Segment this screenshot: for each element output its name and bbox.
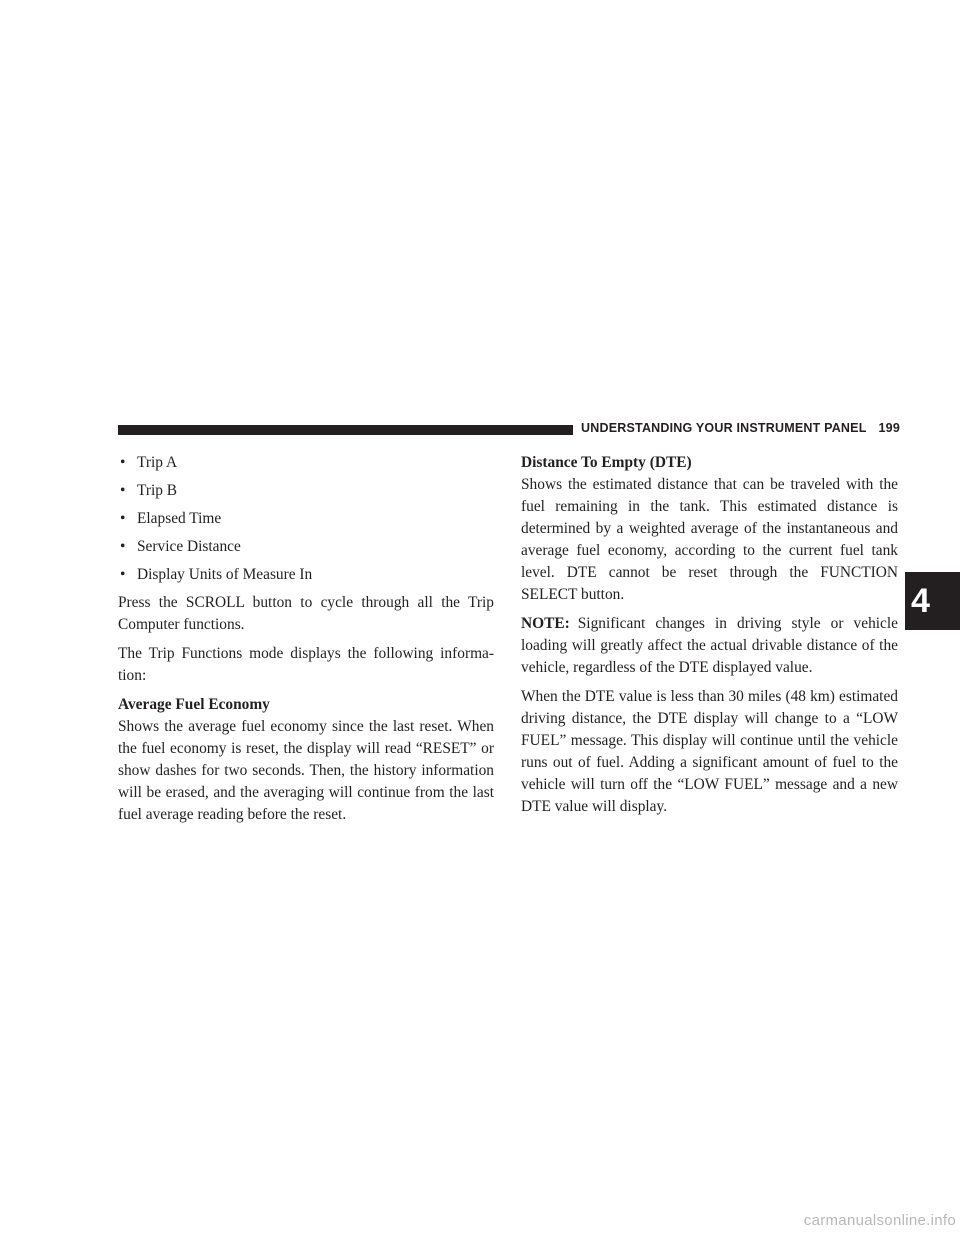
list-item-label: Trip B — [137, 482, 178, 499]
list-item-label: Service Distance — [137, 538, 241, 555]
right-column — [521, 452, 898, 825]
list-item — [118, 564, 494, 586]
note-label: NOTE: — [521, 615, 570, 632]
avg-fuel-paragraph: Shows the average fuel economy since the last reset. When the fuel economy is reset, the display will read “RESET” or show dashes for two seconds. Then, the history information will be erased, and the averaging will continue from the last fuel average reading before the reset. — [118, 718, 494, 823]
bullet-glyph: • — [120, 482, 126, 499]
bullet-glyph: • — [120, 454, 126, 471]
bullet-glyph: • — [120, 566, 126, 583]
list-item-label: Elapsed Time — [137, 510, 222, 527]
avg-fuel-heading: Average Fuel Economy — [118, 696, 270, 713]
list-item — [118, 480, 494, 502]
left-column — [118, 452, 494, 833]
note-text: Significant changes in driving style or vehicle loading will greatly affect the actual drivable distance of the vehicle, regardless of the DTE displayed value. — [521, 615, 898, 676]
bullet-glyph: • — [120, 538, 126, 555]
running-header — [580, 421, 900, 435]
list-item — [118, 508, 494, 530]
list-item-label: Display Units of Measure In — [137, 566, 313, 583]
list-item — [118, 536, 494, 558]
scroll-paragraph: Press the SCROLL button to cycle through all the Trip Computer functions. — [118, 594, 494, 633]
page-number: 199 — [878, 421, 900, 435]
header-rule — [118, 425, 573, 435]
dte-heading: Distance To Empty (DTE) — [521, 454, 692, 471]
bullet-glyph: • — [120, 510, 126, 527]
dte-paragraph: Shows the estimated distance that can be traveled with the fuel remaining in the tank. This estimated distance is determined by a weighted average of the instantaneous and average fuel economy, according to the current fuel tank level. DTE cannot be reset through the FUNCTION SELECT button. — [521, 476, 898, 603]
list-item-label: Trip A — [137, 454, 178, 471]
watermark: carmanualsonline.info — [803, 1212, 956, 1229]
trip-functions-paragraph: The Trip Functions mode displays the following informa-tion: — [118, 645, 494, 684]
chapter-tab: 4 — [905, 572, 960, 630]
low-fuel-paragraph: When the DTE value is less than 30 miles (48 km) estimated driving distance, the DTE display will change to a “LOW FUEL” message. This display will continue until the vehicle runs out of fuel. Adding a significant amount of fuel to the vehicle will turn off the “LOW FUEL” message and a new DTE value will display. — [521, 688, 898, 815]
list-item — [118, 452, 494, 474]
section-title: UNDERSTANDING YOUR INSTRUMENT PANEL — [581, 421, 867, 435]
trip-functions-list — [118, 452, 494, 586]
note-paragraph — [521, 613, 898, 679]
